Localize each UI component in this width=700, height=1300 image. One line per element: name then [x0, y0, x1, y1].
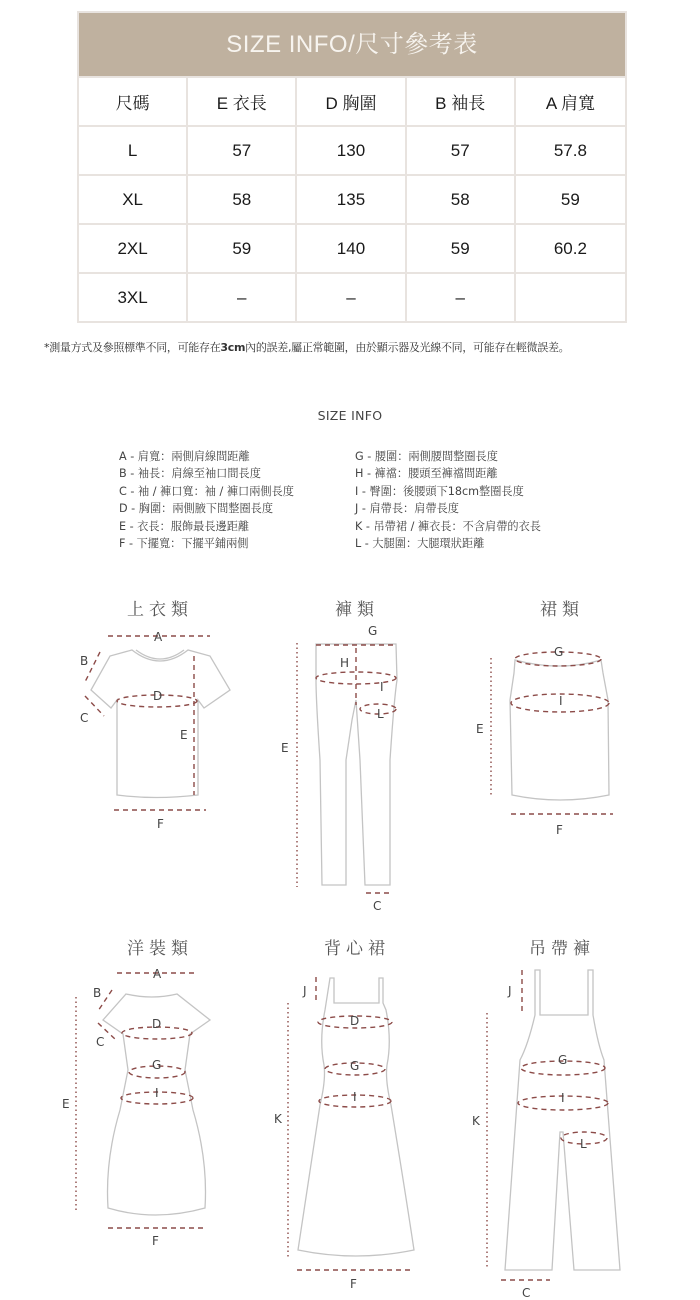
legend-item-h: H - 褲襠：腰頭至褲襠間距離: [355, 467, 498, 481]
table-cell: 59: [407, 223, 516, 272]
svg-text:E: E: [476, 722, 484, 736]
column-header: 尺碼: [79, 76, 188, 125]
legend-item-i: I - 臀圍：後腰頭下18cm整圈長度: [355, 484, 524, 498]
category-title-sleeveless-dress: 背心裙: [324, 939, 390, 959]
legend-item-c: C - 袖 / 褲口寬：袖 / 褲口兩側長度: [119, 484, 294, 498]
column-header: A 肩寬: [516, 76, 625, 125]
size-table-title: SIZE INFO/尺寸參考表: [79, 13, 625, 76]
table-cell: 60.2: [516, 223, 625, 272]
svg-text:J: J: [303, 984, 307, 998]
svg-text:L: L: [580, 1137, 587, 1151]
table-cell: 57: [188, 125, 297, 174]
category-title-overalls: 吊帶褲: [529, 939, 595, 959]
svg-text:D: D: [153, 689, 163, 703]
legend-item-b: B - 袖長：肩線至袖口間長度: [119, 467, 261, 481]
category-title-pants: 褲類: [335, 600, 379, 620]
table-cell: 59: [516, 174, 625, 223]
table-cell: 130: [297, 125, 406, 174]
svg-text:G: G: [152, 1058, 162, 1072]
table-cell: –: [297, 272, 406, 321]
table-cell-size: 2XL: [79, 223, 188, 272]
table-cell: –: [188, 272, 297, 321]
table-cell: 135: [297, 174, 406, 223]
svg-text:G: G: [558, 1053, 568, 1067]
table-cell-size: XL: [79, 174, 188, 223]
svg-text:B: B: [80, 654, 89, 668]
svg-text:E: E: [62, 1097, 70, 1111]
legend-item-f: F - 下擺寬：下擺平鋪兩側: [119, 537, 249, 551]
table-cell: 59: [188, 223, 297, 272]
legend-item-e: E - 衣長：服飾最長邊距離: [119, 519, 250, 533]
legend-item-k: K - 吊帶裙 / 褲衣長：不含肩帶的衣長: [355, 519, 541, 533]
svg-text:H: H: [340, 656, 350, 670]
svg-text:L: L: [377, 707, 384, 721]
category-title-dresses: 洋裝類: [127, 939, 193, 959]
svg-text:G: G: [554, 645, 564, 659]
svg-text:I: I: [561, 1091, 565, 1105]
svg-text:K: K: [274, 1112, 282, 1126]
svg-text:C: C: [373, 899, 382, 913]
svg-text:D: D: [350, 1014, 360, 1028]
table-cell: 58: [407, 174, 516, 223]
svg-text:I: I: [155, 1086, 159, 1100]
column-header: B 袖長: [407, 76, 516, 125]
svg-text:F: F: [152, 1234, 159, 1248]
note-prefix: *測量方式及參照標準不同，可能存在: [44, 341, 221, 354]
note-bold: 3cm: [220, 341, 246, 354]
svg-text:C: C: [96, 1035, 105, 1049]
svg-text:K: K: [472, 1114, 480, 1128]
svg-text:I: I: [380, 680, 384, 694]
table-cell: –: [407, 272, 516, 321]
category-title-skirts: 裙類: [540, 600, 584, 620]
svg-text:I: I: [559, 694, 563, 708]
legend-item-g: G - 腰圍：兩側腰間整圈長度: [355, 450, 498, 463]
table-cell-size: L: [79, 125, 188, 174]
legend-item-d: D - 胸圍：兩側腋下間整圈長度: [119, 502, 274, 516]
svg-text:E: E: [180, 728, 188, 742]
table-cell: 58: [188, 174, 297, 223]
table-cell: 57.8: [516, 125, 625, 174]
svg-text:F: F: [157, 817, 164, 831]
table-cell: 57: [407, 125, 516, 174]
legend-item-j: J - 肩帶長：肩帶長度: [355, 502, 459, 516]
svg-text:I: I: [353, 1090, 357, 1104]
column-header: E 衣長: [188, 76, 297, 125]
category-title-tops: 上衣類: [127, 600, 193, 620]
svg-text:F: F: [350, 1277, 357, 1291]
svg-text:B: B: [93, 986, 102, 1000]
svg-text:F: F: [556, 823, 563, 837]
svg-text:A: A: [153, 967, 162, 981]
svg-text:G: G: [350, 1059, 360, 1073]
column-header: D 胸圍: [297, 76, 406, 125]
svg-text:J: J: [508, 984, 512, 998]
svg-text:A: A: [154, 630, 163, 644]
size-info-title: SIZE INFO: [317, 408, 383, 423]
table-cell: 140: [297, 223, 406, 272]
legend-item-l: L - 大腿圍：大腿環狀距離: [355, 537, 485, 551]
svg-text:E: E: [281, 741, 289, 755]
svg-text:D: D: [152, 1017, 162, 1031]
svg-text:C: C: [522, 1286, 531, 1300]
svg-text:C: C: [80, 711, 89, 725]
legend-item-a: A - 肩寬：兩側肩線間距離: [119, 450, 250, 463]
table-cell-size: 3XL: [79, 272, 188, 321]
svg-text:G: G: [368, 624, 378, 638]
note-suffix: 內的誤差,屬正常範圍，由於顯示器及光線不同，可能存在輕微誤差。: [245, 341, 570, 354]
